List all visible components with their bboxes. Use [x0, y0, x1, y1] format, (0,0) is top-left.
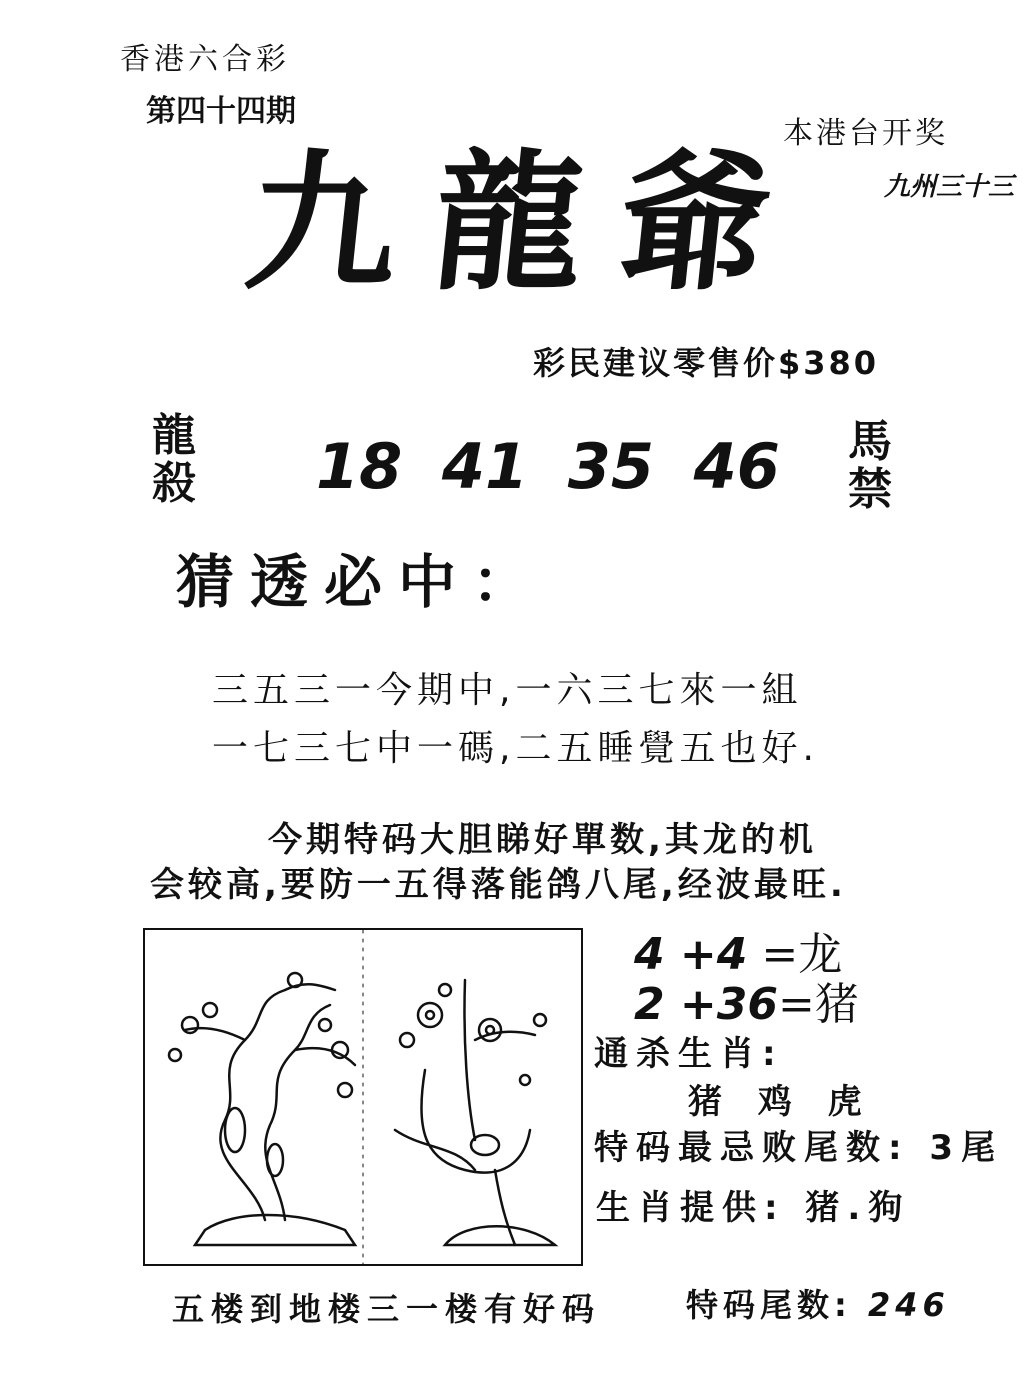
- right-vertical-char: 馬: [848, 416, 892, 467]
- right-vertical-char: 禁: [848, 464, 892, 516]
- equation-lhs: 2 +36: [634, 979, 779, 1030]
- equation-op: =: [761, 929, 799, 980]
- paragraph-line: 会较高,要防一五得落能鸽八尾,经波最旺.: [150, 865, 847, 905]
- plum-tree-illustration: [143, 928, 583, 1266]
- issue-number: 第四十四期: [146, 94, 296, 129]
- kill-zodiac-label: 通杀生肖:: [594, 1034, 784, 1074]
- bonsai-drawing: [145, 930, 581, 1264]
- equation: [634, 968, 859, 1032]
- zodiac-tip: 生肖提供: 猪.狗: [596, 1188, 911, 1228]
- left-vertical-char: 龍: [152, 410, 196, 461]
- avoid-tail-number: 特码最忌败尾数: 3尾: [594, 1128, 1004, 1168]
- paragraph-line: 今期特码大胆睇好單数,其龙的机: [268, 820, 817, 860]
- page-title: 九龍爺: [238, 135, 816, 311]
- right-vertical-label: [848, 418, 892, 515]
- footer-tail-numbers: [686, 1280, 950, 1326]
- equation-rhs: 龙: [798, 929, 843, 980]
- footer-tail-value: 246: [867, 1286, 950, 1324]
- poem-line: 一七三七中一碼,二五睡覺五也好.: [212, 728, 819, 769]
- equation-op: =: [778, 979, 815, 1030]
- equation-rhs: 猪: [814, 979, 859, 1030]
- lottery-name: 香港六合彩: [120, 42, 290, 77]
- kill-zodiac-value: 猪 鸡 虎: [688, 1082, 874, 1122]
- kill-numbers: 18 41 35 46: [316, 430, 780, 503]
- left-vertical-label: [152, 412, 196, 509]
- footer-tail-label: 特码尾数:: [686, 1286, 852, 1324]
- draw-date: 九州三十三: [884, 172, 1015, 202]
- draw-station: 本港台开奖: [783, 116, 948, 151]
- poem-line: 三五三一今期中,一六三七來一組: [212, 670, 803, 711]
- equation-lhs: 4 +4: [634, 929, 748, 980]
- guess-title: 猜透必中：: [176, 548, 547, 616]
- retail-price: 彩民建议零售价$380: [533, 344, 880, 382]
- left-vertical-char: 殺: [152, 458, 196, 510]
- footer-note: 五楼到地楼三一楼有好码: [172, 1290, 602, 1328]
